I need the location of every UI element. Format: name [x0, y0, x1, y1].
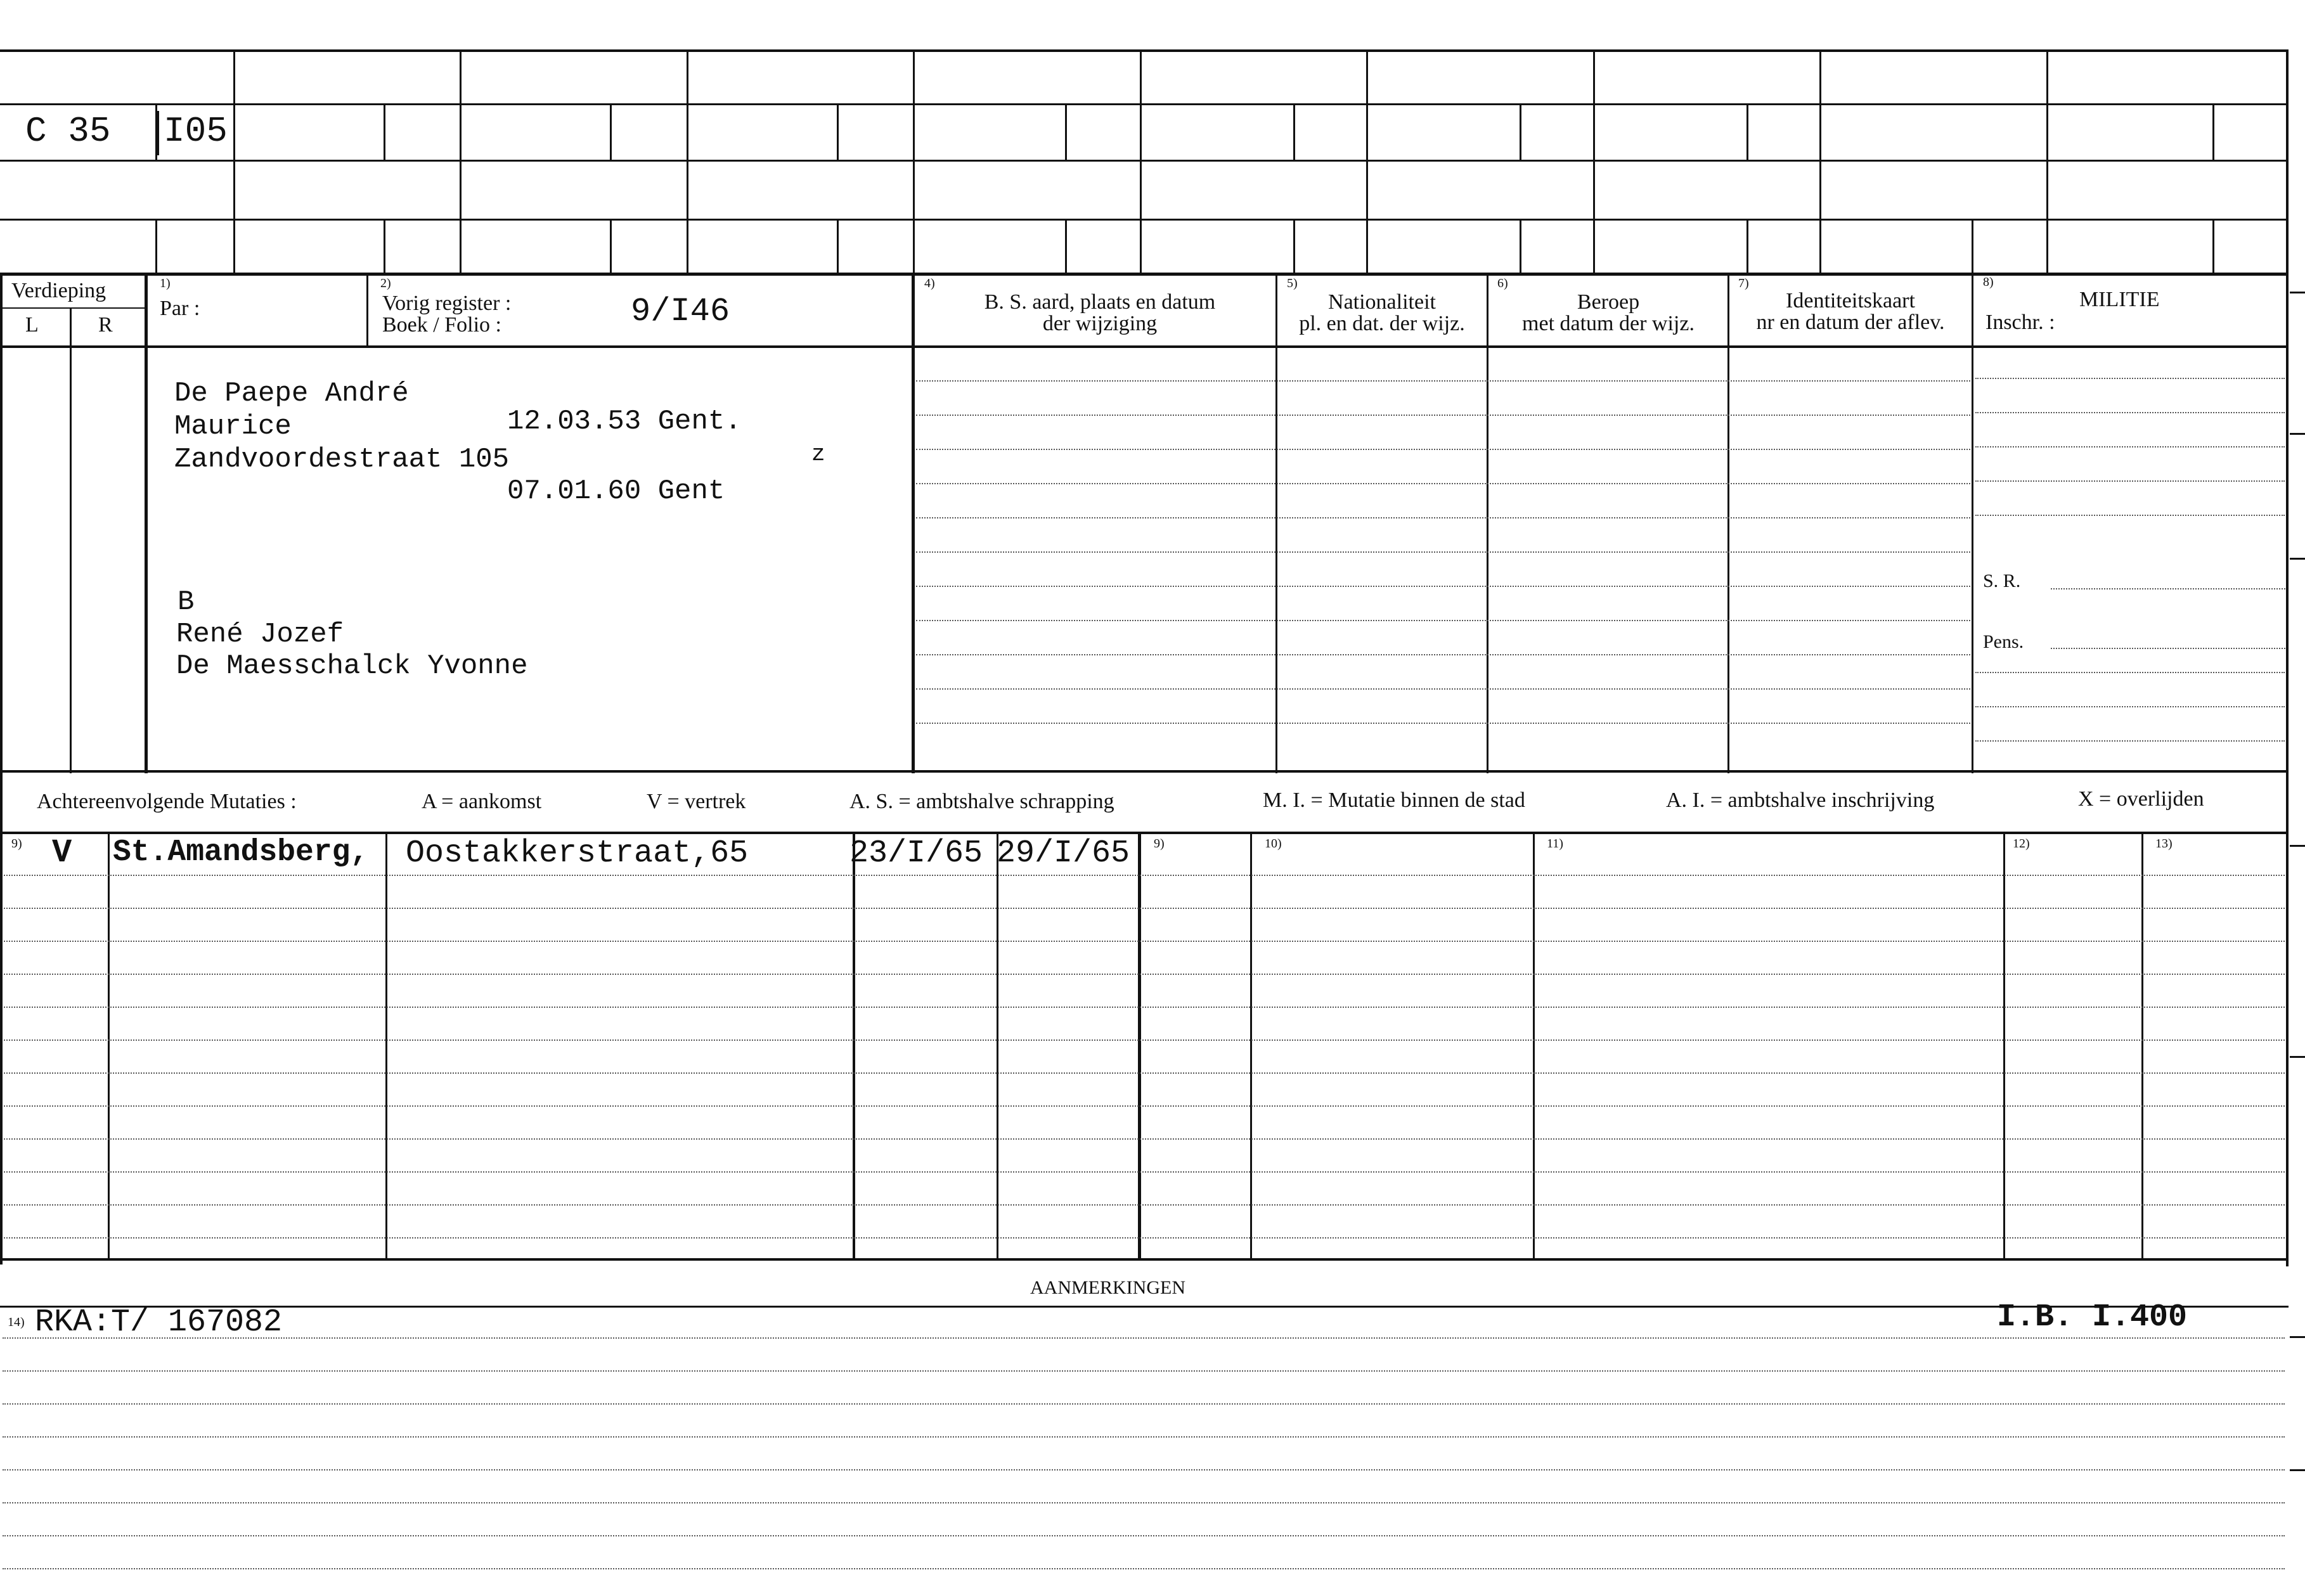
header-bottom-border: [0, 345, 2289, 348]
legend-a: A = aankomst: [422, 790, 542, 813]
top-grid-sub: [155, 219, 157, 274]
ruled-line: [3, 1568, 2285, 1569]
ruled-line: [4, 1007, 2285, 1008]
right-border: [2286, 49, 2289, 1266]
ruled-line: [3, 1469, 2285, 1471]
edge-tick: [2290, 433, 2305, 435]
remarks-rka: RKA:T/ 167082: [35, 1304, 283, 1341]
mil-pens: Pens.: [1983, 631, 2024, 652]
remarks-ib: I.B. I.400: [1997, 1299, 2188, 1335]
top-grid-sub: [1293, 219, 1295, 274]
top-grid-sub: [1065, 103, 1067, 160]
sr-line: [2051, 588, 2285, 589]
edge-tick: [2290, 1336, 2305, 1338]
person-b-label: B: [178, 586, 195, 618]
ruled-line: [1975, 706, 2285, 707]
top-grid-sub: [1520, 219, 1521, 274]
id-label-2: nr en datum der aflev.: [1756, 311, 1945, 334]
floor-right: R: [98, 313, 113, 337]
mil-sr: S. R.: [1983, 570, 2021, 591]
mutation-date2: 29/I/65: [997, 835, 1130, 872]
person-name-line2: Maurice: [174, 411, 292, 442]
edge-tick: [2290, 1056, 2305, 1058]
top-grid-col: [2046, 49, 2048, 274]
ruled-line: [4, 1138, 2285, 1140]
person-address: Zandvoordestraat 105: [174, 444, 510, 475]
top-grid-line: [0, 103, 2289, 105]
card-number: I05: [164, 111, 228, 151]
top-grid-sub: [1520, 103, 1521, 160]
ruled-line: [4, 1039, 2285, 1041]
mut-col: [108, 832, 110, 1259]
header-col: [1487, 273, 1488, 773]
ruled-line: [4, 1237, 2285, 1239]
col-num-11: 11): [1547, 837, 1563, 851]
top-grid-sub: [1747, 103, 1748, 160]
top-grid-line: [0, 219, 2289, 221]
ruled-line: [4, 941, 2285, 942]
ruled-line: [916, 586, 1970, 587]
ruled-line: [3, 1370, 2285, 1372]
top-grid-col: [233, 49, 235, 274]
mut-col: [2141, 832, 2143, 1259]
remarks-num: 14): [8, 1315, 25, 1329]
mil-inschr: Inschr. :: [1985, 311, 2055, 334]
bs-label-1: B. S. aard, plaats en datum: [984, 290, 1216, 314]
id-num: 7): [1738, 276, 1749, 290]
mil-num: 8): [1983, 275, 1994, 289]
card-code: C 35: [25, 111, 111, 151]
ruled-line: [916, 551, 1970, 553]
top-grid-col: [913, 49, 915, 274]
col-num-9b: 9): [1154, 837, 1165, 851]
ruled-line: [1975, 515, 2285, 516]
ruled-line: [3, 1502, 2285, 1503]
mutations-title: Achtereenvolgende Mutaties :: [37, 790, 297, 813]
mut-col: [1250, 832, 1252, 1259]
mut-col: [385, 832, 387, 1259]
header-col: [1275, 273, 1277, 773]
mutation-top-border: [0, 832, 2289, 834]
mutation-type: V: [52, 834, 72, 872]
prev-label: Vorig register :: [382, 292, 512, 315]
id-label-1: Identiteitskaart: [1786, 289, 1915, 312]
job-label-1: Beroep: [1577, 290, 1640, 314]
top-grid-line: [0, 160, 2289, 162]
nat-num: 5): [1287, 276, 1298, 290]
top-grid-sub: [2212, 103, 2214, 160]
ruled-line: [916, 620, 1970, 621]
ruled-line: [3, 1337, 2285, 1339]
ruled-line: [4, 875, 2285, 876]
floor-divider: [0, 307, 146, 309]
ruled-line: [3, 1535, 2285, 1536]
prev-value: 9/I46: [631, 293, 730, 330]
top-grid-sub: [1747, 219, 1748, 274]
ruled-line: [916, 483, 1970, 484]
bs-label-2: der wijziging: [1042, 312, 1158, 335]
ruled-line: [3, 1436, 2285, 1438]
mut-col: [853, 832, 855, 1259]
bs-col-border: [912, 273, 915, 773]
ruled-line: [916, 517, 1970, 518]
top-grid-sub: [1972, 219, 1973, 274]
person-date2: 07.01.60 Gent: [507, 475, 725, 507]
ruled-line: [1975, 412, 2285, 413]
edge-tick: [2290, 1469, 2305, 1471]
edge-tick: [2290, 558, 2305, 560]
mutation-street: Oostakkerstraat,65: [406, 835, 749, 872]
top-grid-col: [1819, 49, 1821, 274]
floor-col-divider: [70, 307, 72, 773]
floor-label: Verdieping: [11, 279, 107, 302]
top-grid-sub: [837, 103, 839, 160]
ruled-line: [916, 449, 1970, 450]
ruled-line: [916, 654, 1970, 655]
register-bottom-border: [0, 770, 2289, 773]
col-num-12: 12): [2013, 837, 2030, 851]
ruled-line: [4, 974, 2285, 975]
par-label: Par :: [160, 297, 200, 320]
col-num-13: 13): [2155, 837, 2173, 851]
ruled-line: [916, 415, 1970, 416]
top-grid-col: [1366, 49, 1368, 274]
person-parent1: René Jozef: [176, 619, 344, 650]
pens-line: [2051, 648, 2285, 649]
person-name-line1: De Paepe André: [174, 378, 409, 409]
ruled-line: [4, 1072, 2285, 1074]
job-label-2: met datum der wijz.: [1522, 312, 1695, 335]
legend-as: A. S. = ambtshalve schrapping: [849, 790, 1114, 813]
top-grid-sub: [384, 219, 385, 274]
par-num: 1): [160, 276, 171, 290]
top-grid-sub: [1293, 103, 1295, 160]
top-border: [0, 49, 2289, 52]
ruled-line: [4, 908, 2285, 909]
top-grid-sub: [1065, 219, 1067, 274]
top-grid-col: [460, 49, 462, 274]
top-grid-sub: [837, 219, 839, 274]
par-col-border: [145, 273, 148, 773]
ruled-line: [1975, 480, 2285, 482]
mutation-date1: 23/I/65: [849, 835, 983, 872]
job-num: 6): [1497, 276, 1508, 290]
person-mark: z: [811, 441, 825, 467]
header-col: [1727, 273, 1729, 773]
mut-col: [1533, 832, 1535, 1259]
top-grid-sub: [610, 219, 612, 274]
ruled-line: [4, 1204, 2285, 1206]
header-col: [366, 273, 368, 347]
remarks-top-border: [0, 1306, 2289, 1308]
ruled-line: [1975, 378, 2285, 379]
person-parent2: De Maesschalck Yvonne: [176, 650, 528, 682]
person-birth: 12.03.53 Gent.: [507, 406, 742, 437]
legend-ai: A. I. = ambtshalve inschrijving: [1666, 788, 1935, 812]
col-num-10: 10): [1265, 837, 1282, 851]
col-num-9: 9): [11, 837, 22, 851]
left-border: [0, 273, 3, 1265]
ruled-line: [3, 1403, 2285, 1405]
ruled-line: [916, 688, 1970, 690]
header-col: [1972, 273, 1973, 773]
nat-label-2: pl. en dat. der wijz.: [1299, 312, 1465, 335]
ruled-line: [4, 1171, 2285, 1173]
ruled-line: [1975, 672, 2285, 673]
legend-x: X = overlijden: [2078, 787, 2204, 811]
floor-left: L: [25, 313, 39, 337]
mutation-bottom-border: [0, 1258, 2289, 1261]
top-grid-col: [1140, 49, 1142, 274]
remarks-title: AANMERKINGEN: [1030, 1277, 1185, 1298]
top-grid-col: [1593, 49, 1595, 274]
ruled-line: [1975, 446, 2285, 447]
edge-tick: [2290, 845, 2305, 847]
mutation-place: St.Amandsberg,: [113, 835, 369, 870]
legend-v: V = vertrek: [647, 790, 746, 813]
prev-num: 2): [380, 276, 391, 290]
legend-mi: M. I. = Mutatie binnen de stad: [1263, 788, 1525, 812]
nat-label-1: Nationaliteit: [1328, 290, 1436, 314]
ruled-line: [916, 380, 1970, 382]
mut-col: [1138, 832, 1141, 1259]
ruled-line: [916, 723, 1970, 724]
ruled-line: [4, 1105, 2285, 1107]
top-grid-sub: [610, 103, 612, 160]
number-divider: [157, 111, 159, 155]
top-grid-sub: [384, 103, 385, 160]
top-grid-sub: [2212, 219, 2214, 274]
ruled-line: [1975, 740, 2285, 742]
top-grid-col: [687, 49, 688, 274]
bs-num: 4): [924, 276, 935, 290]
edge-tick: [2290, 292, 2305, 293]
prev-book-label: Boek / Folio :: [382, 313, 501, 337]
top-grid-bottom-border: [0, 273, 2289, 276]
mut-col: [2003, 832, 2005, 1259]
mut-col: [997, 832, 998, 1259]
mil-label: MILITIE: [2079, 288, 2160, 311]
